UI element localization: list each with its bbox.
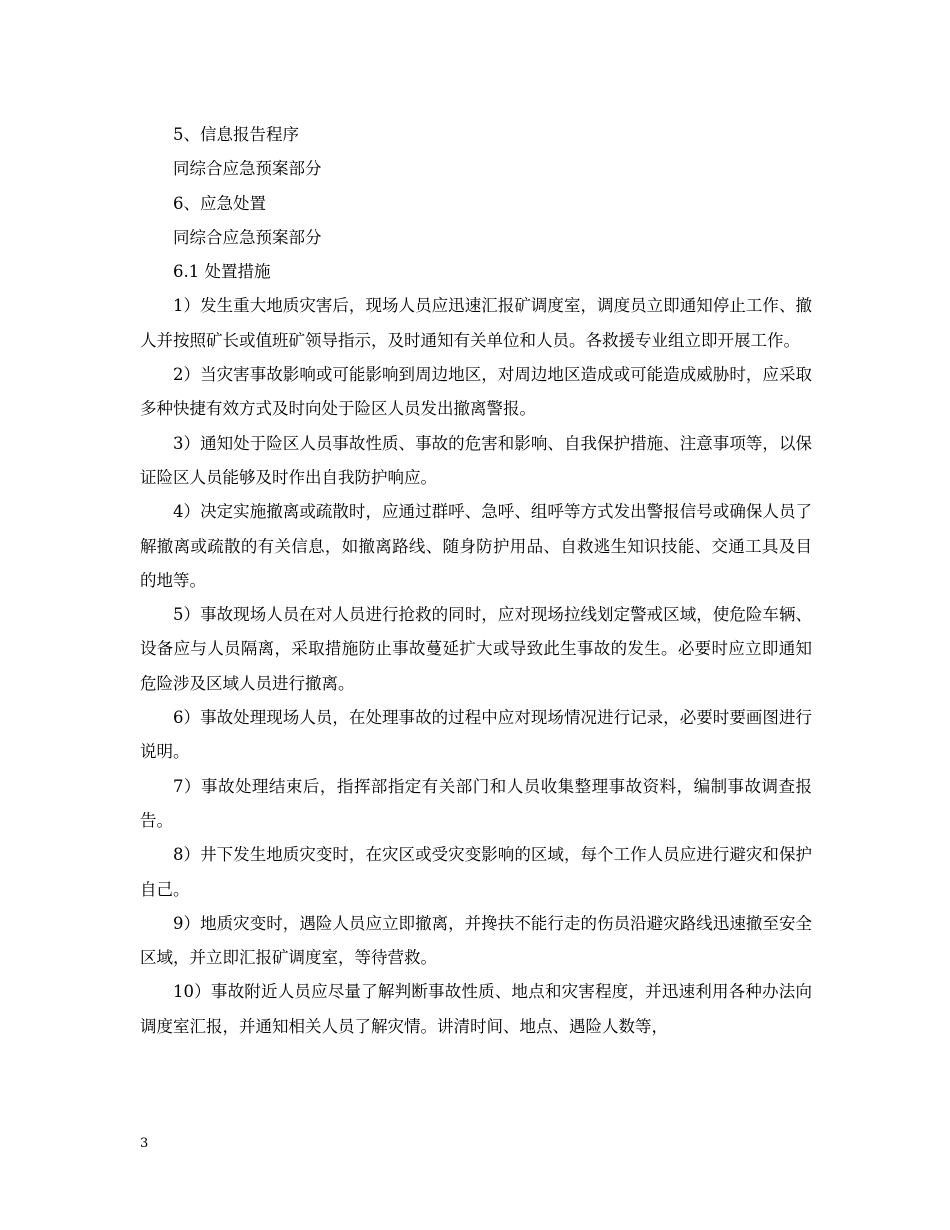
measure-item-6: 6）事故处理现场人员，在处理事故的过程中应对现场情况进行记录，必要时要画图进行说明。 (140, 708, 812, 762)
measure-item-2: 2）当灾害事故影响或可能影响到周边地区，对周边地区造成或可能造成威胁时，应采取多种快捷有效方式及时向处于险区人员发出撤离警报。 (140, 365, 812, 419)
page-number: 3 (140, 1136, 149, 1151)
measure-item-7: 7）事故处理结束后，指挥部指定有关部门和人员收集整理事故资料，编制事故调查报告。 (140, 776, 812, 830)
measure-item-10: 10）事故附近人员应尽量了解判断事故性质、地点和灾害程度，并迅速利用各种办法向调度室汇报，并通知相关人员了解灾情。讲清时间、地点、遇险人数等， (140, 982, 812, 1036)
measure-item-5: 5）事故现场人员在对人员进行抢救的同时，应对现场拉线划定警戒区域，使危险车辆、设备应与人员隔离，采取措施防止事故蔓延扩大或导致此生事故的发生。必要时应立即通知危险涉及区域人员进行撤离。 (140, 605, 812, 693)
measure-item-3: 3）通知处于险区人员事故性质、事故的危害和影响、自我保护措施、注意事项等，以保证险区人员能够及时作出自我防护响应。 (140, 433, 812, 487)
document-body (140, 118, 812, 1044)
section-heading-5: 5、信息报告程序 (173, 125, 299, 144)
measure-item-1: 1）发生重大地质灾害后，现场人员应迅速汇报矿调度室，调度员立即通知停止工作、撤人并按照矿长或值班矿领导指示，及时通知有关单位和人员。各救援专业组立即开展工作。 (140, 296, 812, 350)
measure-item-4: 4）决定实施撤离或疏散时，应通过群呼、急呼、组呼等方式发出警报信号或确保人员了解撤离或疏散的有关信息，如撤离路线、随身防护用品、自救逃生知识技能、交通工具及目的地等。 (140, 502, 812, 590)
section-heading-6: 6、应急处置 (173, 193, 266, 213)
measure-item-8: 8）井下发生地质灾变时，在灾区或受灾变影响的区域，每个工作人员应进行避灾和保护自己。 (140, 845, 812, 899)
measure-item-9: 9）地质灾变时，遇险人员应立即撤离，并搀扶不能行走的伤员沿避灾路线迅速撤至安全区域，并立即汇报矿调度室，等待营救。 (140, 913, 812, 968)
paragraph: 同综合应急预案部分 (173, 159, 322, 179)
paragraph: 同综合应急预案部分 (173, 227, 322, 247)
subsection-heading-6-1: 6.1 处置措施 (173, 262, 271, 282)
